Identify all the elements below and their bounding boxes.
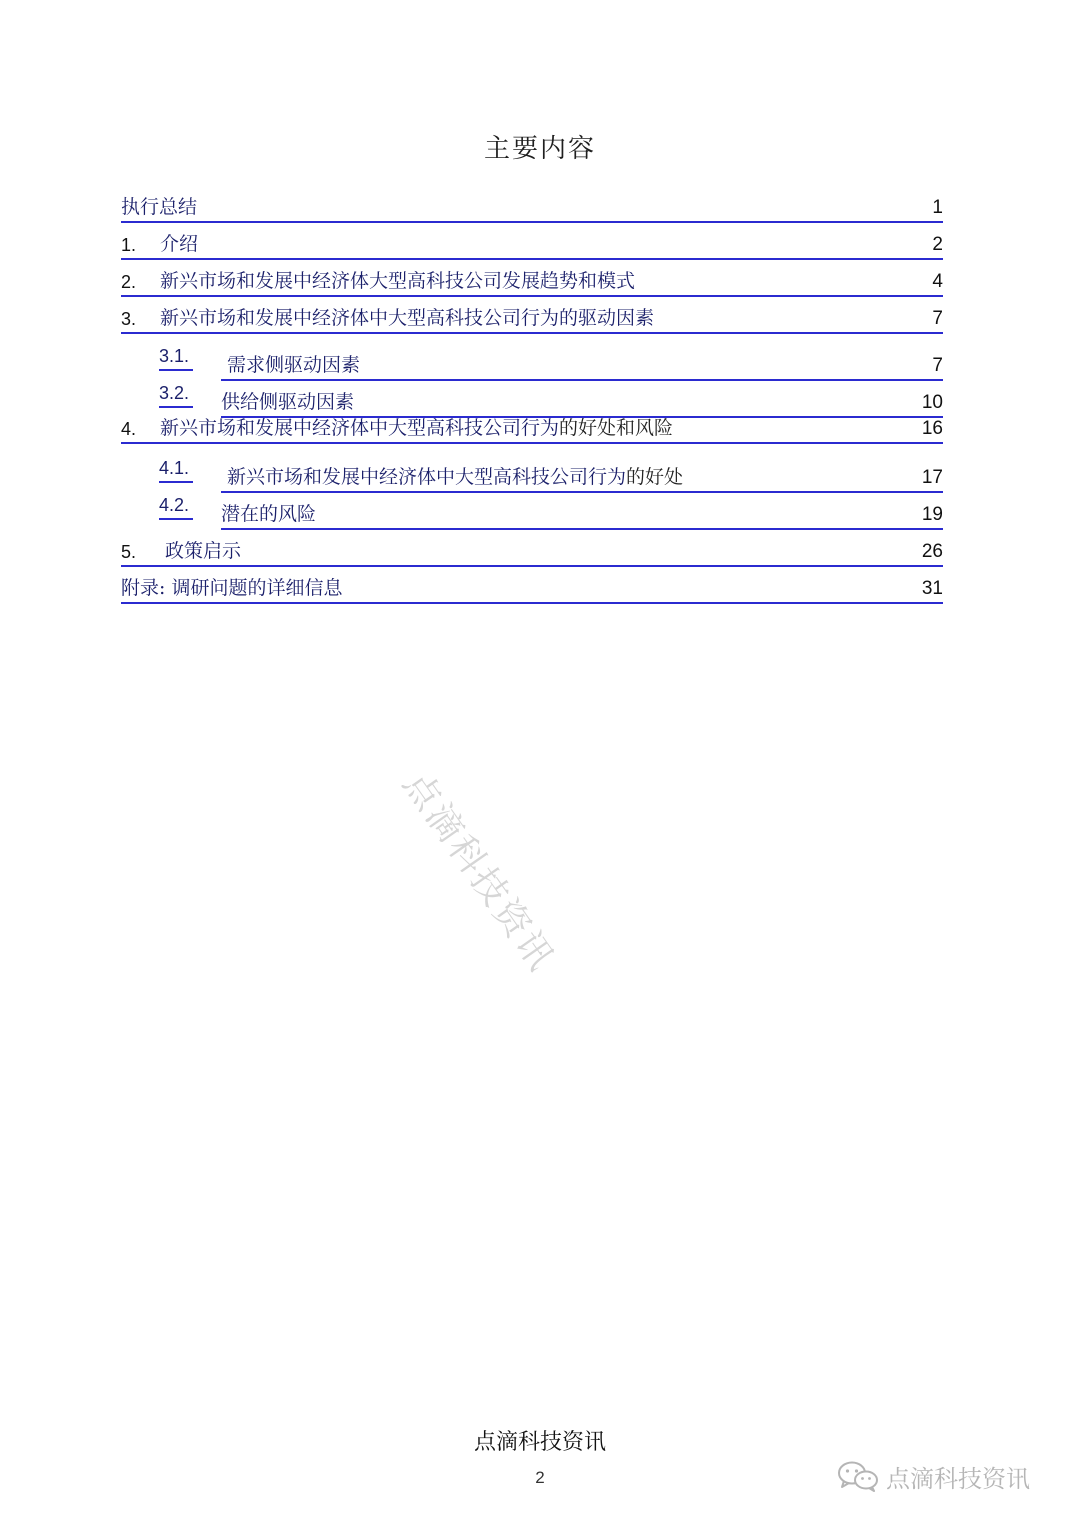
toc-entry-page: 16 [921, 418, 943, 439]
toc-entry-benefits-risks[interactable] [121, 416, 715, 444]
toc-entry-page: 1 [932, 197, 943, 218]
toc-entry-label: 新兴市场和发展中经济体中大型高科技公司行为的好处 [227, 466, 684, 488]
toc-entry-page: 4 [932, 271, 943, 292]
toc-subentry-number[interactable]: 4.2. [159, 492, 193, 520]
toc-entry-number: 2. [121, 272, 137, 292]
toc-entry-label: 新兴市场和发展中经济体中大型高科技公司行为的好处和风险 [160, 417, 674, 439]
toc-entry-drivers[interactable] [121, 306, 943, 334]
toc-entry-label: 潜在的风险 [221, 503, 317, 525]
toc-entry-label: 介绍 [160, 233, 199, 255]
toc-entry-page: 2 [932, 234, 943, 255]
brand-text: 点滴科技资讯 [886, 1464, 1030, 1493]
brand-badge [836, 1456, 1030, 1496]
toc-entry-demand-drivers[interactable] [221, 353, 943, 381]
watermark: 点滴科技资讯 [394, 764, 563, 980]
toc-entry-number: 1. [121, 235, 137, 255]
toc-entry-page: 7 [932, 355, 943, 376]
toc-entry-label: 执行总结 [121, 196, 198, 218]
toc-entry-benefits[interactable] [221, 465, 943, 493]
toc-entry-policy[interactable] [121, 539, 943, 567]
toc-entry-label: 附录: 调研问题的详细信息 [121, 577, 343, 599]
toc-entry-page: 19 [921, 504, 943, 525]
toc-entry-label: 新兴市场和发展中经济体中大型高科技公司行为的驱动因素 [160, 307, 655, 329]
toc-entry-label: 需求侧驱动因素 [227, 354, 361, 376]
toc-entry-trends[interactable] [121, 269, 943, 297]
toc-entry-executive-summary[interactable] [121, 195, 943, 223]
toc-entry-page: 17 [921, 467, 943, 488]
toc-subentry-number[interactable]: 3.1. [159, 343, 193, 371]
toc-entry-page: 26 [921, 541, 943, 562]
toc-entry-page: 10 [921, 392, 943, 413]
toc-entry-page: 7 [932, 308, 943, 329]
toc-subentry-number[interactable]: 4.1. [159, 455, 193, 483]
toc-entry-appendix[interactable] [121, 576, 943, 604]
toc-entry-number: 3. [121, 309, 137, 329]
footer-page-number: 2 [535, 1468, 545, 1487]
toc-entry-page: 31 [921, 578, 943, 599]
toc-subentry-number[interactable]: 3.2. [159, 380, 193, 408]
toc-entry-number: 4. [121, 419, 137, 439]
toc-entry-risks[interactable] [221, 502, 943, 530]
toc-entry-number: 5. [121, 542, 137, 562]
toc-entry-label: 新兴市场和发展中经济体大型高科技公司发展趋势和模式 [160, 270, 636, 292]
page-title: 主要内容 [483, 134, 596, 164]
toc-entry-introduction[interactable] [121, 232, 943, 260]
footer-publisher: 点滴科技资讯 [473, 1430, 606, 1455]
toc-entry-label: 供给侧驱动因素 [221, 391, 355, 413]
wechat-icon [836, 1460, 880, 1492]
toc-entry-label: 政策启示 [165, 540, 242, 562]
toc-entry-benefits-risks-page[interactable] [715, 416, 943, 444]
